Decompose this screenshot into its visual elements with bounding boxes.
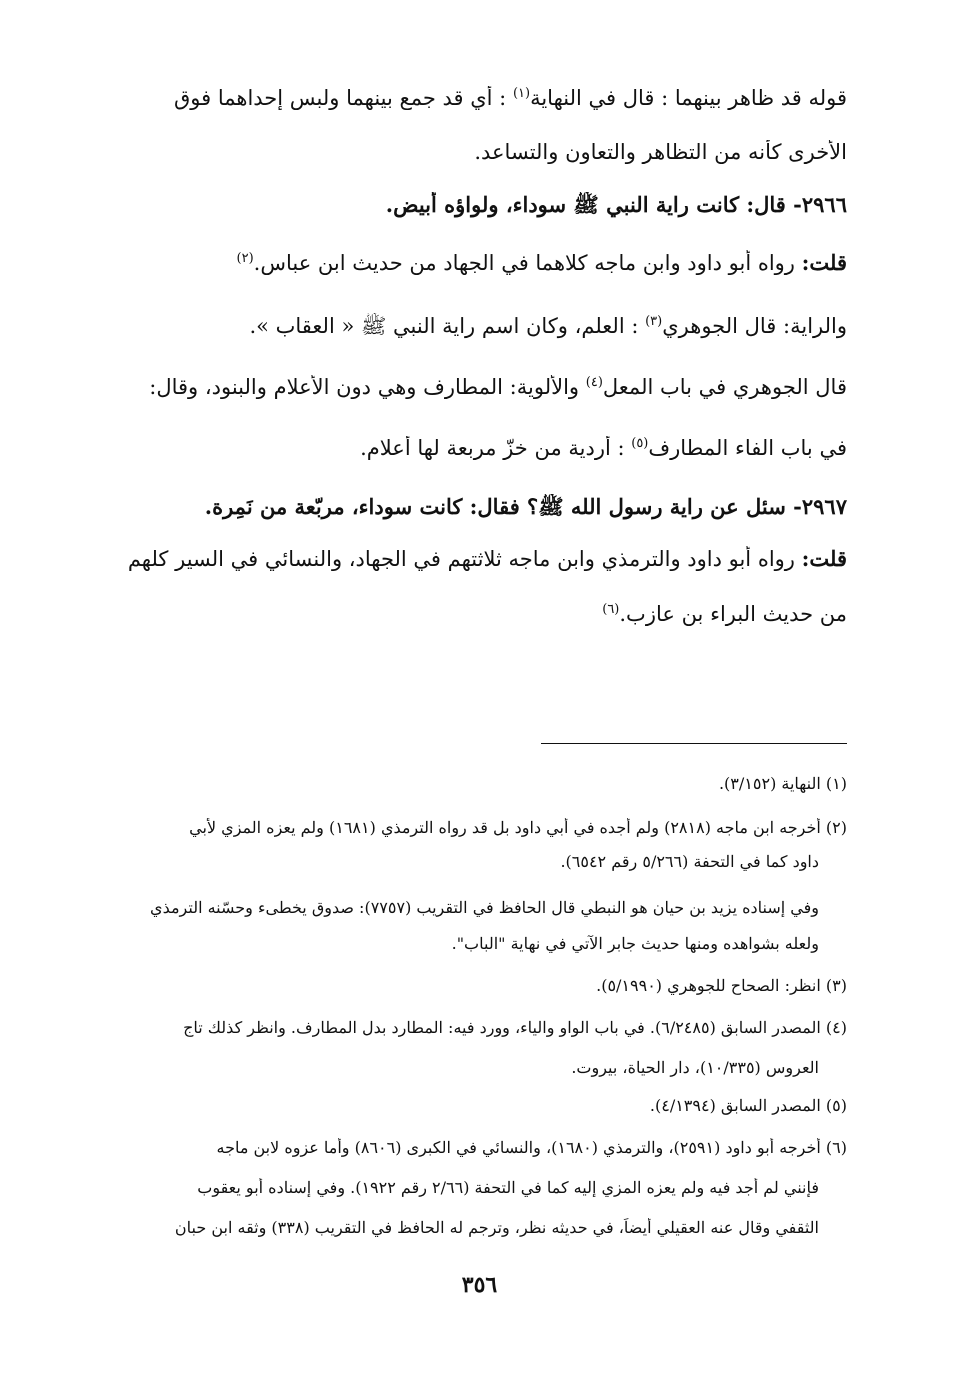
paragraph-line [78, 86, 847, 110]
text-run: في باب الفاء المطارف [648, 436, 847, 460]
paragraph-line [78, 602, 847, 626]
footnote-1: (١) النهاية (٣/١٥٢). [718, 774, 847, 793]
paragraph-line [78, 140, 847, 164]
footnote-2: (٢) أخرجه ابن ماجه (٢٨١٨) ولم أجده في أبي داود بل قد رواه الترمذي (١٦٨١) ولم يعزه المزي لأبي [189, 818, 847, 837]
footnote-ref[interactable]: (٣) [645, 314, 663, 329]
qultu-label: قلت: [801, 546, 847, 571]
paragraph-line [78, 375, 847, 399]
footnote-5: (٥) المصدر السابق (٤/١٣٩٤). [649, 1096, 847, 1115]
footnote-6: (٦) أخرجه أبو داود (٢٥٩١)، والترمذي (١٦٨٠)، والنسائي في الكبرى (٨٦٠٦) وأما عزوه لابن ماجه [216, 1138, 847, 1157]
footnote-6-cont: فإنني لم أجد فيه ولم يعزه المزي إليه كما في التحفة (٢/٦٦ رقم ١٩٢٢). وفي إسناده أبو يعقوب [197, 1178, 819, 1197]
qultu-label: قلت: [801, 250, 847, 275]
text-run: والراية: قال الجوهري [662, 314, 847, 338]
hadith-heading-2967: ٢٩٦٧- سئل عن راية رسول الله ﷺ؟ فقال: كانت سوداء، مربّعة من نَمِرة. [204, 494, 847, 519]
text-run: قوله قد ظاهر بينهما : قال في النهاية [530, 86, 847, 110]
text-run: رواه أبو داود والترمذي وابن ماجه ثلاثتهم في الجهاد، والنسائي في السير كلهم [127, 547, 802, 571]
paragraph-line [78, 313, 847, 344]
text-run: والألوية: المطارف وهي دون الأعلام والبنود، وقال: [149, 375, 586, 399]
text-run: : العلم، وكان اسم راية النبي ﷺ « العقاب ». [249, 314, 646, 338]
paragraph-line [78, 436, 847, 460]
footnote-ref[interactable]: (٦) [602, 602, 620, 617]
footnote-2-cont: داود كما في التحفة (٥/٢٦٦ رقم ٦٥٤٢). [560, 852, 819, 871]
footnote-separator [541, 743, 847, 744]
text-run: رواه أبو داود وابن ماجه كلاهما في الجهاد من حديث ابن عباس. [253, 251, 802, 275]
footnote-ref[interactable]: (٢) [236, 251, 254, 266]
page-number: ٣٥٦ [461, 1272, 498, 1298]
paragraph-line [78, 250, 847, 275]
footnote-2-cont: ولعله بشواهده ومنها حديث جابر الآتي في نهاية "الباب". [451, 934, 819, 953]
text-run: قال الجوهري في باب المعل [602, 375, 847, 399]
footnote-ref[interactable]: (٥) [631, 436, 649, 451]
footnote-4: (٤) المصدر السابق (٦/٢٤٨٥). في باب الواو والياء، وورد فيه: المطارد بدل المطارف. وانظر كذلك تاج [183, 1018, 847, 1037]
footnote-ref[interactable]: (٤) [585, 375, 603, 390]
footnote-6-cont: الثقفي وقال عنه العقيلي أيضاً، في حديثه نظر، وترجم له الحافظ في التقريب (٣٣٨) وثقه ابن حبان [174, 1218, 819, 1237]
text-run: الأخرى كأنه من التظاهر والتعاون والتساعد. [474, 140, 847, 164]
text-run: : أردية من خزّ مربعة لها أعلام. [360, 436, 632, 460]
footnote-4-cont: العروس (١٠/٣٣٥)، دار الحياة، بيروت. [571, 1058, 819, 1077]
text-run: من حديث البراء بن عازب. [619, 602, 847, 626]
paragraph-line [78, 546, 847, 571]
hadith-heading-2966: ٢٩٦٦- قال: كانت راية النبي ﷺ سوداء، ولواؤه أبيض. [385, 192, 847, 217]
text-run: : أي قد جمع بينهما ولبس إحداهما فوق [173, 86, 513, 110]
footnote-ref[interactable]: (١) [512, 86, 531, 101]
footnote-2-cont: وفي إسناده يزيد بن حيان هو النبطي قال الحافظ في التقريب (٧٧٥٧): صدوق يخطىء وحسّنه الترمذي [150, 898, 819, 917]
footnote-3: (٣) انظر: الصحاح للجوهري (٥/١٩٩٠). [596, 976, 847, 995]
